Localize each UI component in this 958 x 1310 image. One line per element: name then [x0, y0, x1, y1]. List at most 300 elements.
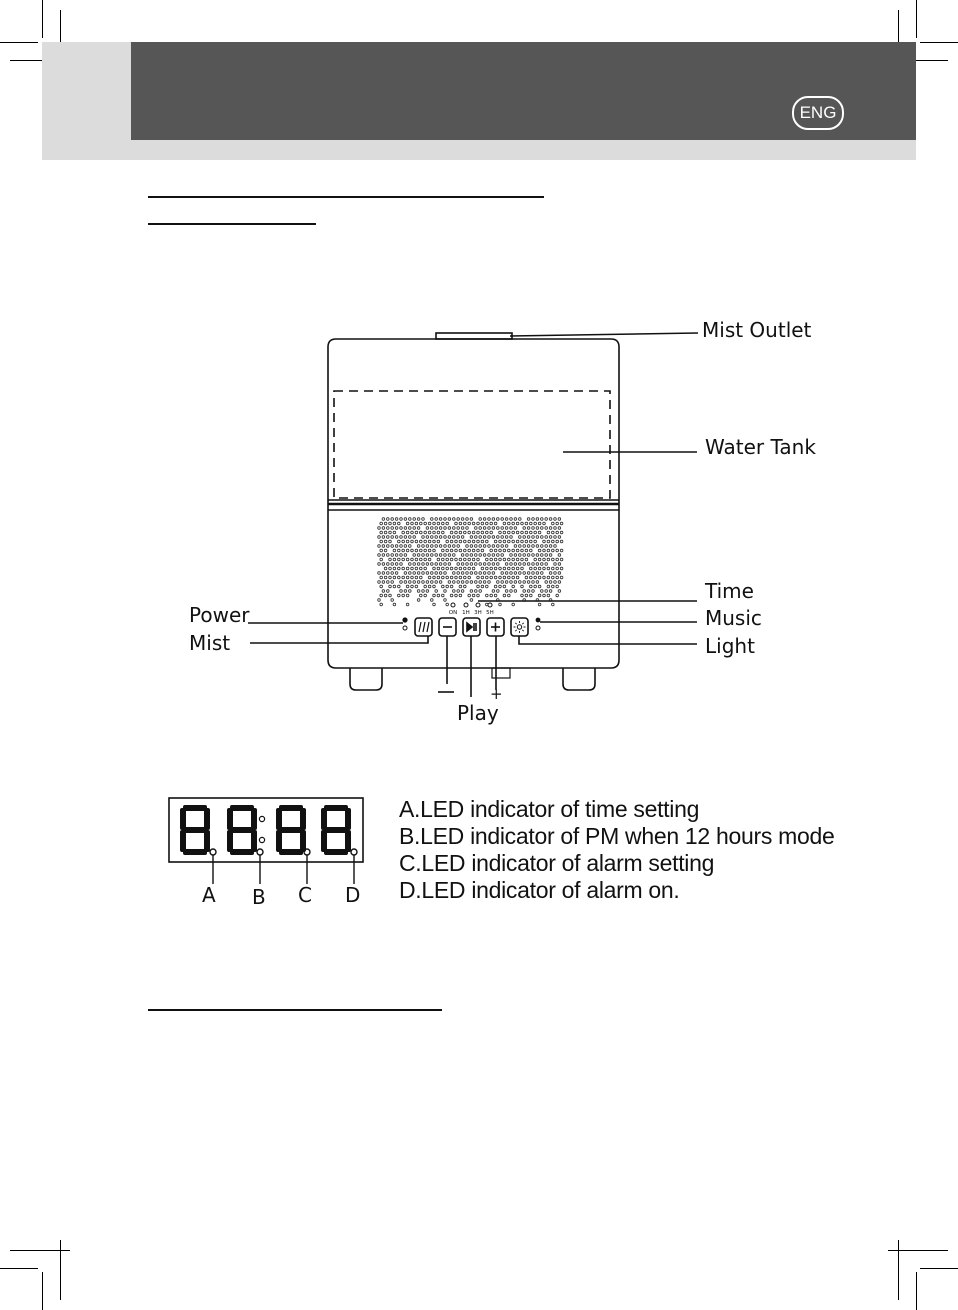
led-segment — [345, 808, 351, 830]
grille-hole — [538, 522, 541, 525]
grille-hole — [534, 585, 537, 588]
led-digits — [180, 805, 351, 855]
grille-hole — [400, 536, 403, 539]
grille-hole — [398, 549, 401, 552]
grille-hole — [514, 563, 517, 566]
grille-hole — [393, 549, 396, 552]
grille-hole — [431, 599, 434, 602]
led-segment — [324, 827, 348, 833]
grille-hole — [477, 522, 480, 525]
grille-hole — [382, 572, 385, 575]
grille-hole — [470, 545, 473, 548]
grille-hole — [477, 549, 480, 552]
grille-hole — [422, 572, 425, 575]
grille-hole — [510, 518, 513, 521]
grille-hole — [378, 572, 381, 575]
grille-hole — [439, 581, 442, 584]
grille-hole — [424, 540, 427, 543]
grille-hole — [398, 576, 401, 579]
grille-hole — [488, 554, 491, 557]
grille-hole — [404, 554, 407, 557]
grille-hole — [387, 545, 390, 548]
grille-hole — [512, 567, 515, 570]
grille-hole — [415, 522, 418, 525]
music-indicator — [536, 618, 539, 621]
grille-hole — [468, 558, 471, 561]
grille-hole — [404, 572, 407, 575]
grille-hole — [547, 585, 550, 588]
grille-hole — [459, 585, 462, 588]
grille-hole — [510, 590, 513, 593]
grille-hole — [461, 536, 464, 539]
grille-hole — [470, 572, 473, 575]
grille-hole — [380, 558, 383, 561]
grille-hole — [530, 540, 533, 543]
grille-hole — [538, 549, 541, 552]
grille-hole — [404, 545, 407, 548]
grille-hole — [426, 527, 429, 530]
grille-hole — [558, 581, 561, 584]
grille-hole — [455, 594, 458, 597]
grille-hole — [523, 590, 526, 593]
grille-hole — [384, 540, 387, 543]
grille-hole — [514, 554, 517, 557]
grille-hole — [400, 590, 403, 593]
grille-hole — [499, 531, 502, 534]
grille-hole — [547, 576, 550, 579]
grille-hole — [422, 581, 425, 584]
grille-hole — [428, 540, 431, 543]
led-segment — [251, 808, 257, 830]
grille-hole — [527, 554, 530, 557]
grille-hole — [481, 585, 484, 588]
grille-hole — [389, 585, 392, 588]
grille-hole — [384, 567, 387, 570]
grille-hole — [532, 545, 535, 548]
grille-hole — [457, 545, 460, 548]
grille-hole — [470, 536, 473, 539]
grille-hole — [380, 576, 383, 579]
power-indicator — [403, 618, 407, 622]
grille-hole — [523, 545, 526, 548]
grille-hole — [541, 563, 544, 566]
led-indicator-b — [257, 849, 263, 855]
grille-hole — [424, 594, 427, 597]
grille-hole — [402, 540, 405, 543]
grille-hole — [534, 576, 537, 579]
grille-hole — [382, 518, 385, 521]
grille-hole — [453, 572, 456, 575]
grille-hole — [459, 558, 462, 561]
grille-hole — [514, 527, 517, 530]
timer-label: 3H — [474, 610, 482, 616]
grille-hole — [508, 549, 511, 552]
grille-hole — [400, 554, 403, 557]
led-segment — [230, 805, 254, 811]
grille-hole — [459, 531, 462, 534]
timer-led — [451, 603, 455, 607]
grille-hole — [437, 576, 440, 579]
grille-hole — [380, 522, 383, 525]
grille-hole — [417, 527, 420, 530]
grille-hole — [420, 549, 423, 552]
grille-hole — [422, 563, 425, 566]
grille-hole — [415, 558, 418, 561]
grille-hole — [444, 599, 447, 602]
grille-hole — [486, 603, 489, 606]
grille-hole — [479, 554, 482, 557]
grille-hole — [426, 554, 429, 557]
grille-hole — [532, 590, 535, 593]
grille-hole — [391, 518, 394, 521]
grille-hole — [413, 536, 416, 539]
language-badge: ENG — [792, 96, 844, 130]
grille-hole — [516, 540, 519, 543]
grille-hole — [378, 554, 381, 557]
grille-hole — [380, 585, 383, 588]
grille-hole — [492, 518, 495, 521]
grille-hole — [549, 518, 552, 521]
grille-hole — [461, 563, 464, 566]
grille-hole — [521, 540, 524, 543]
grille-hole — [435, 572, 438, 575]
timer-led — [464, 603, 468, 607]
grille-hole — [457, 563, 460, 566]
led-segment — [183, 805, 207, 811]
grille-hole — [422, 536, 425, 539]
grille-hole — [505, 572, 508, 575]
grille-hole — [415, 585, 418, 588]
grille-hole — [483, 563, 486, 566]
grille-hole — [477, 531, 480, 534]
led-segment — [251, 830, 257, 852]
grille-hole — [437, 531, 440, 534]
grille-hole — [510, 527, 513, 530]
grille-hole — [512, 522, 515, 525]
grille-hole — [455, 540, 458, 543]
grille-hole — [444, 536, 447, 539]
grille-hole — [448, 581, 451, 584]
led-marker-c: C — [298, 883, 312, 907]
grille-hole — [470, 563, 473, 566]
time-label: Time — [705, 579, 754, 603]
grille-hole — [413, 581, 416, 584]
grille-hole — [499, 576, 502, 579]
grille-hole — [488, 518, 491, 521]
grille-hole — [486, 567, 489, 570]
grille-hole — [521, 531, 524, 534]
grille-hole — [417, 563, 420, 566]
grille-hole — [382, 554, 385, 557]
grille-hole — [508, 531, 511, 534]
grille-hole — [431, 527, 434, 530]
grille-hole — [552, 585, 555, 588]
grille-hole — [395, 527, 398, 530]
grille-hole — [530, 594, 533, 597]
grille-hole — [413, 572, 416, 575]
grille-hole — [398, 567, 401, 570]
grille-hole — [543, 567, 546, 570]
grille-hole — [536, 536, 539, 539]
grille-hole — [439, 572, 442, 575]
grille-hole — [538, 531, 541, 534]
grille-hole — [444, 563, 447, 566]
grille-hole — [519, 572, 522, 575]
grille-hole — [521, 585, 524, 588]
grille-hole — [431, 572, 434, 575]
led-segment — [227, 830, 233, 852]
grille-hole — [461, 572, 464, 575]
grille-hole — [525, 531, 528, 534]
grille-hole — [389, 594, 392, 597]
grille-hole — [486, 594, 489, 597]
grille-hole — [413, 554, 416, 557]
led-segment — [276, 808, 282, 830]
grille-hole — [378, 599, 381, 602]
grille-hole — [558, 590, 561, 593]
grille-hole — [534, 567, 537, 570]
grille-hole — [378, 527, 381, 530]
grille-hole — [402, 531, 405, 534]
led-description-c: C.LED indicator of alarm setting — [399, 850, 715, 876]
grille-hole — [411, 540, 414, 543]
grille-hole — [508, 522, 511, 525]
grille-hole — [406, 567, 409, 570]
led-segment — [276, 830, 282, 852]
grille-hole — [523, 554, 526, 557]
grille-hole — [428, 522, 431, 525]
led-segment — [183, 849, 207, 855]
grille-hole — [420, 576, 423, 579]
grille-hole — [384, 531, 387, 534]
grille-hole — [442, 522, 445, 525]
grille-hole — [503, 594, 506, 597]
colon-dot — [259, 816, 264, 821]
grille-hole — [444, 518, 447, 521]
grille-hole — [521, 594, 524, 597]
grille-hole — [536, 563, 539, 566]
grille-hole — [519, 563, 522, 566]
grille-hole — [501, 527, 504, 530]
grille-hole — [545, 545, 548, 548]
grille-hole — [545, 518, 548, 521]
grille-hole — [466, 572, 469, 575]
grille-hole — [389, 576, 392, 579]
grille-hole — [527, 581, 530, 584]
grille-hole — [543, 576, 546, 579]
grille-hole — [437, 522, 440, 525]
grille-hole — [433, 603, 436, 606]
grille-hole — [400, 518, 403, 521]
grille-hole — [556, 576, 559, 579]
grille-hole — [415, 576, 418, 579]
grille-hole — [444, 590, 447, 593]
grille-hole — [400, 581, 403, 584]
led-segment — [279, 805, 303, 811]
foot-right — [563, 668, 595, 690]
grille-hole — [486, 522, 489, 525]
grille-hole — [411, 522, 414, 525]
grille-hole — [530, 522, 533, 525]
grille-hole — [499, 540, 502, 543]
grille-hole — [395, 536, 398, 539]
grille-hole — [380, 549, 383, 552]
grille-hole — [395, 554, 398, 557]
grille-hole — [521, 567, 524, 570]
grille-hole — [490, 558, 493, 561]
grille-hole — [521, 558, 524, 561]
grille-hole — [486, 585, 489, 588]
grille-hole — [464, 531, 467, 534]
grille-hole — [391, 572, 394, 575]
light-label: Light — [705, 634, 755, 658]
foot-left — [350, 668, 382, 690]
grille-hole — [384, 576, 387, 579]
grille-hole — [519, 545, 522, 548]
grille-hole — [437, 567, 440, 570]
grille-hole — [547, 567, 550, 570]
grille-hole — [505, 545, 508, 548]
grille-hole — [433, 531, 436, 534]
grille-hole — [433, 540, 436, 543]
grille-hole — [409, 590, 412, 593]
grille-hole — [457, 518, 460, 521]
grille-hole — [519, 581, 522, 584]
grille-hole — [435, 563, 438, 566]
grille-hole — [547, 594, 550, 597]
grille-hole — [461, 590, 464, 593]
grille-hole — [398, 585, 401, 588]
grille-hole — [549, 581, 552, 584]
grille-hole — [556, 585, 559, 588]
grille-hole — [404, 527, 407, 530]
grille-hole — [558, 554, 561, 557]
grille-hole — [516, 522, 519, 525]
grille-hole — [534, 531, 537, 534]
led-segment — [183, 827, 207, 833]
grille-hole — [402, 558, 405, 561]
grille-hole — [505, 590, 508, 593]
grille-hole — [468, 576, 471, 579]
grille-hole — [523, 563, 526, 566]
grille-hole — [406, 522, 409, 525]
grille-hole — [404, 590, 407, 593]
grille-hole — [549, 572, 552, 575]
grille-hole — [477, 540, 480, 543]
grille-hole — [472, 531, 475, 534]
grille-hole — [479, 563, 482, 566]
grille-hole — [527, 527, 530, 530]
grille-hole — [527, 572, 530, 575]
grille-hole — [554, 527, 557, 530]
grille-hole — [424, 567, 427, 570]
grille-hole — [525, 549, 528, 552]
grille-hole — [448, 527, 451, 530]
grille-hole — [541, 590, 544, 593]
grille-hole — [431, 581, 434, 584]
grille-hole — [455, 567, 458, 570]
grille-hole — [483, 518, 486, 521]
power-label: Power — [189, 603, 250, 627]
grille-hole — [494, 576, 497, 579]
minus-label: – — [438, 672, 447, 693]
grille-hole — [503, 531, 506, 534]
grille-hole — [538, 585, 541, 588]
grille-hole — [481, 540, 484, 543]
callout-line — [519, 636, 697, 644]
grille-hole — [472, 549, 475, 552]
grille-hole — [527, 518, 530, 521]
grille-hole — [461, 581, 464, 584]
grille-hole — [450, 558, 453, 561]
grille-hole — [532, 563, 535, 566]
grille-hole — [464, 522, 467, 525]
grille-hole — [552, 576, 555, 579]
grille-hole — [549, 554, 552, 557]
grille-hole — [527, 563, 530, 566]
grille-hole — [382, 581, 385, 584]
grille-hole — [481, 576, 484, 579]
grille-hole — [523, 581, 526, 584]
grille-hole — [483, 545, 486, 548]
grille-hole — [398, 594, 401, 597]
grille-hole — [536, 554, 539, 557]
grille-hole — [446, 549, 449, 552]
grille-hole — [378, 545, 381, 548]
grille-hole — [530, 531, 533, 534]
grille-hole — [532, 572, 535, 575]
grille-hole — [488, 527, 491, 530]
grille-hole — [490, 594, 493, 597]
grille-hole — [532, 581, 535, 584]
grille-hole — [420, 567, 423, 570]
grille-hole — [382, 527, 385, 530]
grille-hole — [424, 522, 427, 525]
grille-hole — [446, 567, 449, 570]
grille-hole — [483, 536, 486, 539]
grille-hole — [411, 585, 414, 588]
grille-hole — [437, 558, 440, 561]
grille-hole — [464, 540, 467, 543]
grille-hole — [510, 572, 513, 575]
grille-hole — [552, 567, 555, 570]
grille-hole — [538, 558, 541, 561]
grille-hole — [527, 545, 530, 548]
grille-hole — [560, 549, 563, 552]
grille-hole — [404, 518, 407, 521]
grille-hole — [391, 563, 394, 566]
grille-hole — [450, 540, 453, 543]
grille-hole — [459, 594, 462, 597]
grille-hole — [475, 554, 478, 557]
grille-hole — [450, 585, 453, 588]
grille-hole — [450, 576, 453, 579]
grille-hole — [512, 603, 515, 606]
grille-hole — [380, 603, 383, 606]
grille-hole — [415, 540, 418, 543]
grille-hole — [406, 531, 409, 534]
grille-hole — [505, 518, 508, 521]
grille-hole — [409, 572, 412, 575]
grille-hole — [494, 549, 497, 552]
grille-hole — [426, 536, 429, 539]
grille-hole — [549, 590, 552, 593]
led-segment — [180, 808, 186, 830]
grille-hole — [538, 603, 541, 606]
grille-hole — [453, 518, 456, 521]
grille-hole — [444, 572, 447, 575]
grille-hole — [448, 518, 451, 521]
